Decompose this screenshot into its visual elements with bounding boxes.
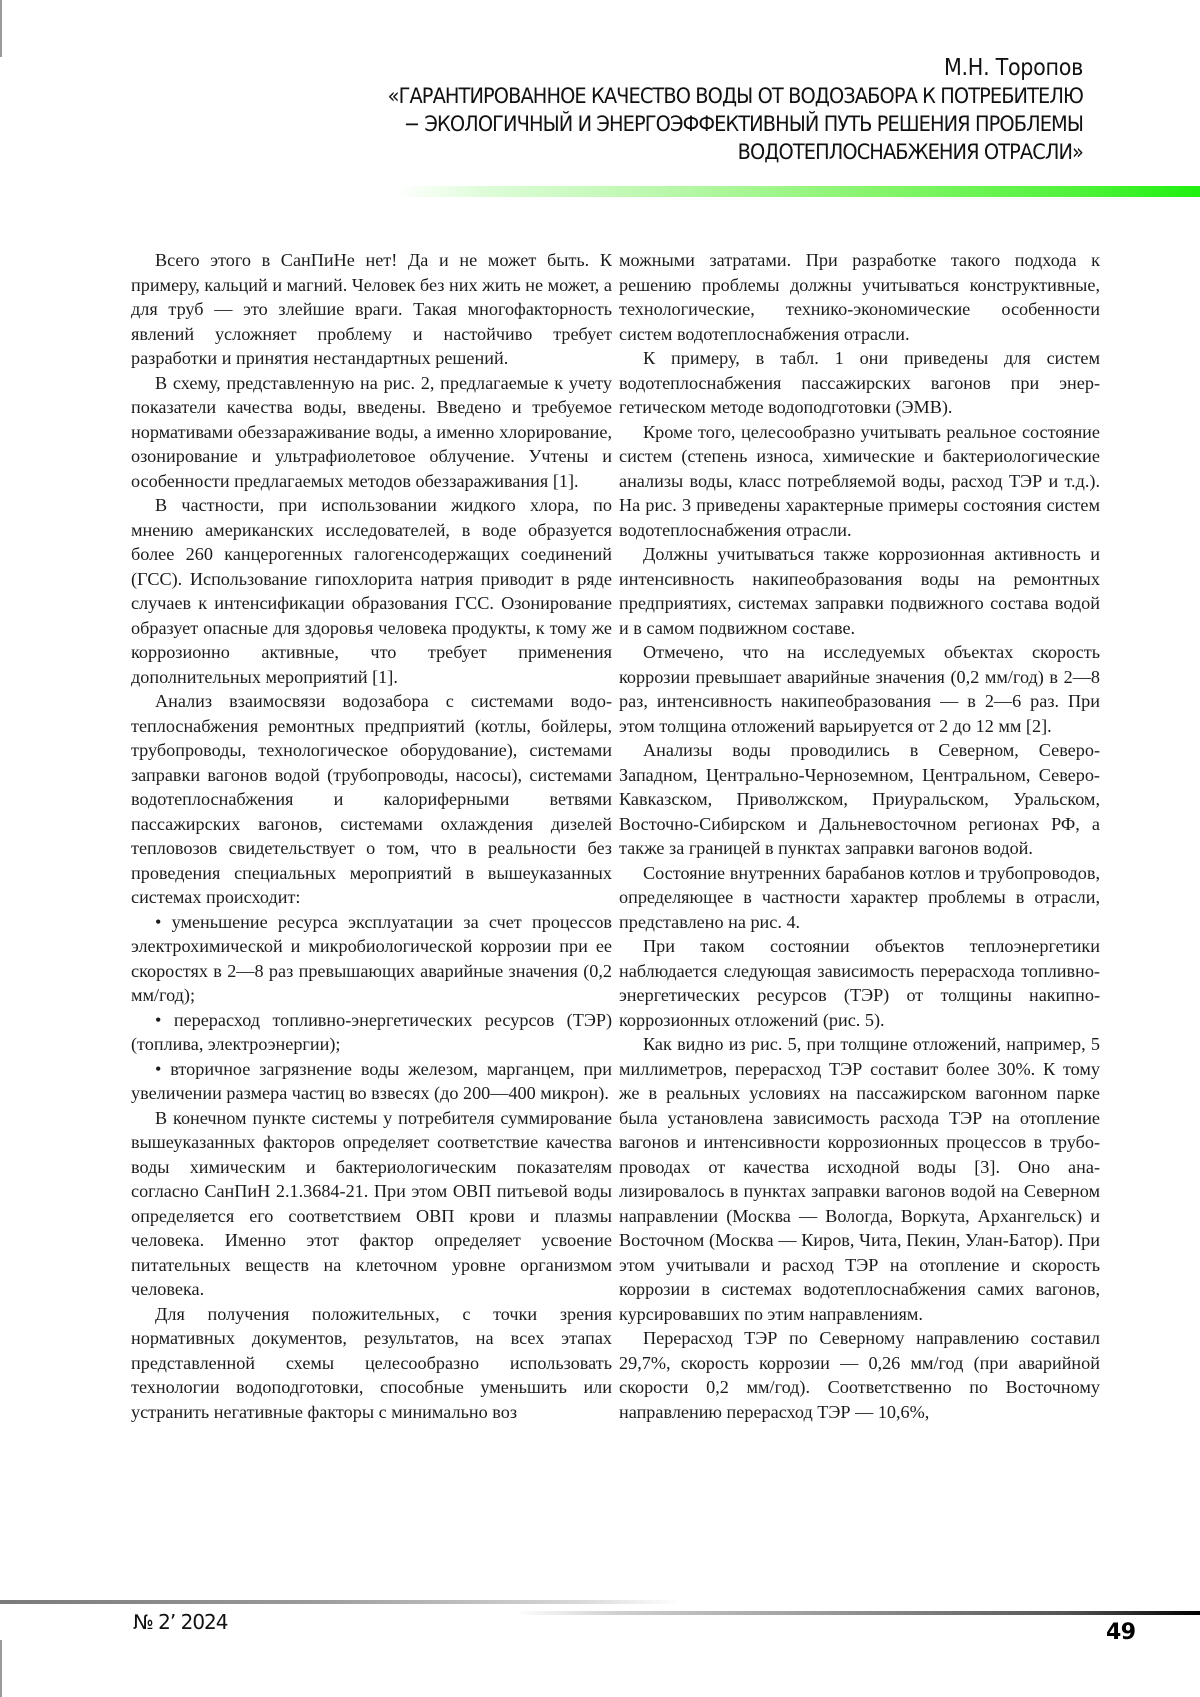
header-accent-bar — [395, 186, 1200, 197]
paragraph: В частности, при использовании жидкого хлора, по мнению американских исследователей, в воде образуется более 260 канцерогенных галогенсодержащих соединений (ГСС). Использование гипохлорита натрия приводит в ряде случаев к интенсификации образования ГСС. Озонирование образует опасные для здоровья человека продукты, к тому же коррозионно активные, что требует применения дополнительных мероприятий [1]. — [131, 495, 612, 687]
paragraph: Состояние внутренних барабанов котлов и трубопроводов, определяющее в частности характер проблемы в отрасли, представлено на рис. 4. — [619, 862, 1100, 932]
left-column — [131, 248, 612, 1424]
paragraph: Отмечено, что на исследуемых объектах скорость коррозии превышает аварийные значения (0,2 мм/год) в 2—8 раз, интенсивность накипеобразования — в 2—6 раз. При этом толщина отложений варьируется от 2 до 12 мм [2]. — [619, 642, 1100, 736]
paragraph: Кроме того, целесообразно учитывать реальное состояние систем (степень износа, химические и бактериологические анализы воды, класс потребляемой воды, расход ТЭР и т.д.). На рис. 3 приведены характерные примеры состояния систем водотеплоснабжения отрасли. — [619, 421, 1100, 540]
bullet-item: • вторичное загрязнение воды железом, марганцем, при увеличении размера частиц во взвесях (до 200—400 микрон). — [131, 1058, 612, 1103]
article-title-line-3: ВОДОТЕПЛОСНАБЖЕНИЯ ОТРАСЛИ» — [737, 140, 1083, 165]
paragraph: Должны учитываться также коррозионная активность и интенсивность накипеобразования воды на ремонтных предприятиях, системах заправки подвижного состава водой и в самом подвижном составе. — [619, 544, 1100, 638]
paragraph: Для получения положительных, с точки зрения нормативных документов, результатов, на всех этапах представленной схемы целесообразно использовать технологии водоподготовки, способные уменьшить или устранить негативные факторы с минимально воз — [131, 1303, 612, 1422]
author-name: М.Н. Торопов — [943, 55, 1083, 81]
right-column — [619, 248, 1100, 1424]
paragraph: К примеру, в табл. 1 они приведены для систем водотеплоснабжения пассажирских вагонов при энергетическом методе водоподготовки (ЭМВ). — [619, 348, 1100, 417]
footer-rule-right — [515, 1611, 1200, 1615]
bullet-item: • перерасход топливно-энергетических ресурсов (ТЭР) (топлива, электроэнергии); — [131, 1009, 612, 1054]
paragraph: В конечном пункте системы у потребителя суммирование вышеуказанных факторов определяет соответствие качества воды химическим и бактериологическим показателям согласно СанПиН 2.1.3684-21. При этом ОВП питьевой воды определяется его соответствием ОВП крови и плазмы человека. Именно этот фактор определяет усвоение питательных веществ на клеточном уровне организмом человека. — [131, 1107, 612, 1299]
paragraph-continuation: можными затратами. При разработке такого подхода к решению проблемы должны учитываться конструктивные, технологические, технико-экономические особенности систем водотеплоснабжения отрасли. — [619, 250, 1100, 344]
page-number: 49 — [1106, 1620, 1136, 1645]
paragraph: В схему, представленную на рис. 2, предлагаемые к учету показатели качества воды, введены. Введено и требуемое нормативами обеззараживание воды, а именно хлорирование, озонирование и ультрафиолетовое облучение. Учтены и особенности предлагаемых методов обеззараживания [1]. — [131, 372, 612, 491]
footer-rule-left — [0, 1600, 680, 1604]
paragraph: Анализы воды проводились в Северном, Северо-Западном, Центрально-Черноземном, Центральном, Северо-Кавказском, Приволжском, Приуральском, Уральском, Восточно-Сибирском и Дальневосточном регионах РФ, а также за границей в пунктах заправки вагонов водой. — [619, 740, 1100, 858]
crop-mark-bottom — [0, 1640, 2, 1697]
paragraph: Всего этого в СанПиНе нет! Да и не может быть. К примеру, кальций и магний. Человек без них жить не может, а для труб — это злейшие враги. Такая многофакторность явлений усложняет проблему и настойчиво требует разработки и принятия нестандартных решений. — [131, 250, 612, 368]
bullet-item: • уменьшение ресурса эксплуатации за счет процессов электрохимической и микробиологической коррозии при ее скоростях в 2—8 раз превышающих аварийные значения (0,2 мм/год); — [131, 911, 612, 1005]
article-title-line-2: − ЭКОЛОГИЧНЫЙ И ЭНЕРГОЭФФЕКТИВНЫЙ ПУТЬ РЕШЕНИЯ ПРОБЛЕМЫ — [403, 112, 1083, 137]
paragraph: Как видно из рис. 5, при толщине отложений, например, 5 миллиметров, перерасход ТЭР составит более 30%. К тому же в реальных условиях на пассажирском вагонном парке была установлена зависимость расхода ТЭР на отопление вагонов и интенсивности коррозионных процессов в трубопроводах от качества исходной воды [3]. Оно анализировалось в пунктах заправки вагонов водой на Северном направлении (Москва — Вологда, Воркута, Архангельск) и Восточном (Москва — Киров, Чита, Пекин, Улан-Батор). При этом учитывали и расход ТЭР на отопление и скорость коррозии в системах водотеплоснабжения самих вагонов, курсировавших по этим направлениям. — [619, 1034, 1100, 1324]
running-header — [183, 54, 1083, 167]
crop-mark-top — [0, 0, 2, 57]
paragraph: При таком состоянии объектов теплоэнергетики наблюдается следующая зависимость перерасхода топливно-энергетических ресурсов (ТЭР) от толщины накипно-коррозионных отложений (рис. 5). — [619, 936, 1100, 1030]
paragraph: Перерасход ТЭР по Северному направлению составил 29,7%, скорость коррозии — 0,26 мм/год (при аварийной скорости 0,2 мм/год). Соответственно по Восточному направлению перерасход ТЭР — 10,6%, — [619, 1328, 1100, 1422]
issue-number: № 2’ 2024 — [133, 1610, 228, 1634]
paragraph: Анализ взаимосвязи водозабора с системами водотеплоснабжения ремонтных предприятий (котлы, бойлеры, трубопроводы, технологическое оборудование), системами заправки вагонов водой (трубопроводы, насосы), системами водотеплоснабжения и калориферными ветвями пассажирских вагонов, системами охлаждения дизелей тепловозов свидетельствует о том, что в реальности без проведения специальных мероприятий в вышеуказанных системах происходит: — [131, 691, 612, 907]
article-title-line-1: «ГАРАНТИРОВАННОЕ КАЧЕСТВО ВОДЫ ОТ ВОДОЗАБОРА К ПОТРЕБИТЕЛЮ — [387, 84, 1083, 109]
